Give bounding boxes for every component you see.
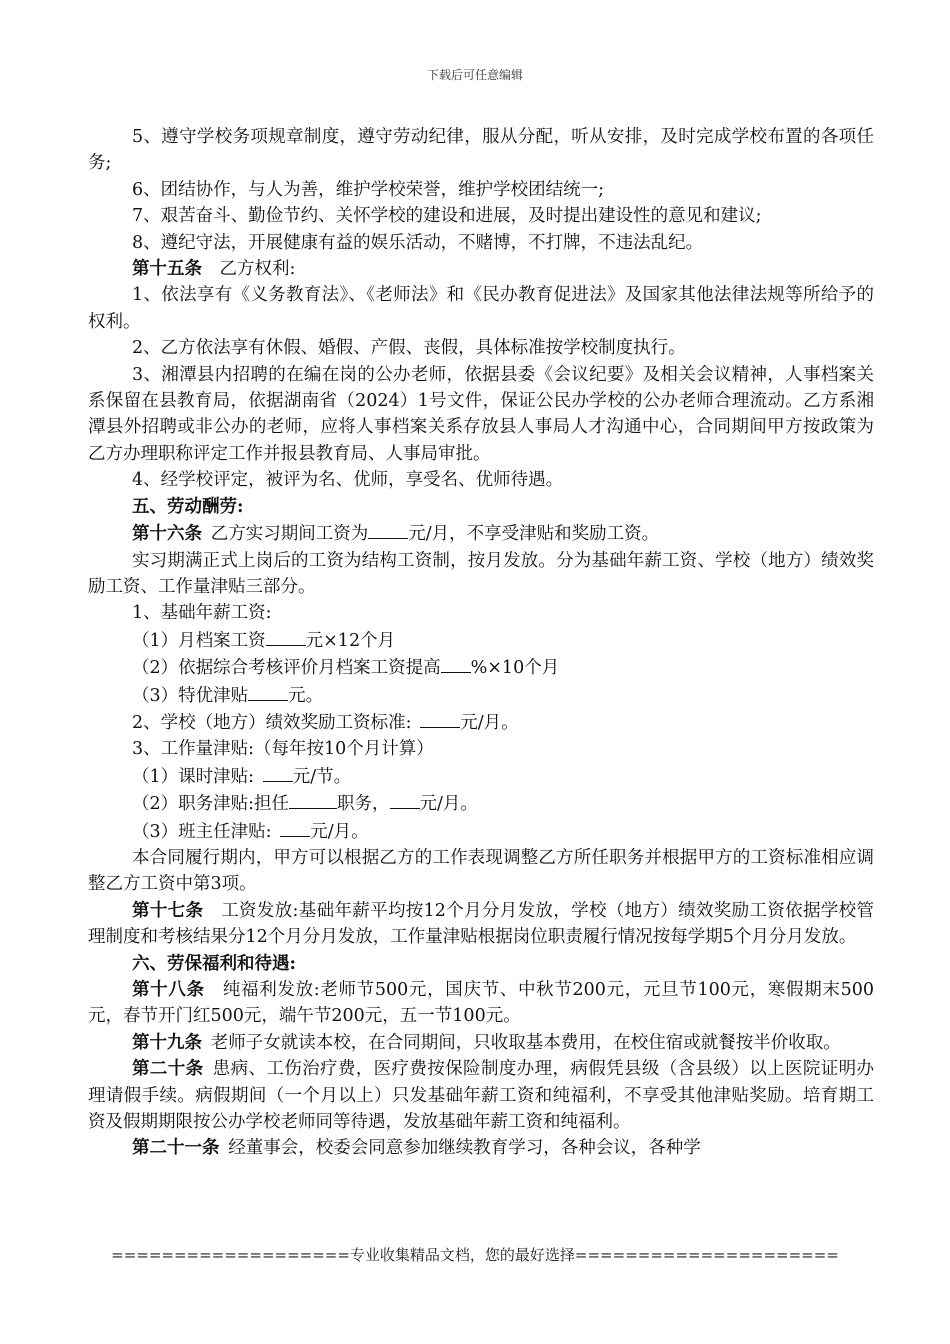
base-item-1-unit: 元×12个月 <box>305 630 396 651</box>
duty-5: 5、遵守学校务项规章制度，遵守劳动纪律，服从分配，听从安排，及时完成学校布置的各项任务; <box>88 127 874 174</box>
base-item-2 <box>88 654 874 681</box>
article-20 <box>88 1056 874 1135</box>
special-allowance-blank[interactable] <box>248 682 288 701</box>
article-20-text: 患病、工伤治疗费，医疗费按保险制度办理，病假凭县级（含县级）以上医院证明办理请假手续。病假期间（一个月以上）只发基础年薪工资和纯福利，不享受其他津贴奖励。培育期工资及假期期限按公办学校老师同等待遇，发放基础年薪工资和纯福利。 <box>88 1059 875 1133</box>
article-16 <box>88 520 874 547</box>
internship-salary-blank[interactable] <box>368 520 408 539</box>
article-16-title: 第十六条 <box>132 524 202 545</box>
workload-item-3 <box>88 818 874 845</box>
article-21-title: 第二十一条 <box>132 1138 220 1159</box>
duty-8: 8、遵纪守法，开展健康有益的娱乐活动，不赌博，不打牌，不违法乱纪。 <box>132 232 704 253</box>
lesson-allowance-blank[interactable] <box>263 763 293 782</box>
position-allowance-blank[interactable] <box>390 790 420 809</box>
article-18-title: 第十八条 <box>132 980 205 1000</box>
article-17-title: 第十七条 <box>132 900 204 921</box>
article-21 <box>88 1135 874 1161</box>
workload-item-1 <box>88 763 874 790</box>
performance-pay <box>88 709 874 736</box>
workload-item-1-label: （1）课时津贴: <box>132 766 255 787</box>
right-2: 2、乙方依法享有休假、婚假、产假、丧假，具体标准按学校制度执行。 <box>132 338 686 359</box>
workload-item-1-unit: 元/节。 <box>292 766 352 787</box>
performance-pay-label: 2、学校（地方）绩效奖励工资标准: <box>132 712 412 733</box>
article-18 <box>88 977 874 1030</box>
article-15-text: 乙方权利: <box>219 259 296 280</box>
section-5-heading: 五、劳动酬劳: <box>132 496 244 517</box>
workload-item-3-unit: 元/月。 <box>310 821 369 842</box>
base-item-3 <box>88 682 874 709</box>
article-20-title: 第二十条 <box>132 1059 204 1080</box>
duty-7: 7、艰苦奋斗、勤俭节约、关怀学校的建设和进展，及时提出建设性的意见和建议; <box>132 206 762 227</box>
base-item-3-label: （3）特优津贴 <box>132 685 249 706</box>
right-4: 4、经学校评定，被评为名、优师，享受名、优师待遇。 <box>132 470 564 491</box>
article-17 <box>88 898 874 951</box>
base-item-2-unit: %×10个月 <box>470 658 560 679</box>
workload-item-3-label: （3）班主任津贴: <box>132 821 272 842</box>
page-header: 下载后可任意编辑 <box>426 68 523 82</box>
article-21-text: 经董事会，校委会同意参加继续教育学习，各种会议，各种学 <box>228 1138 701 1159</box>
raise-percent-blank[interactable] <box>441 654 471 673</box>
workload-item-2-unit: 元/月。 <box>419 794 478 815</box>
article-15 <box>88 256 874 282</box>
article-19-text: 老师子女就读本校，在合同期间，只收取基本费用，在校住宿或就餐按半价收取。 <box>210 1032 841 1053</box>
section-6-heading: 六、劳保福利和待遇: <box>132 953 296 974</box>
article-19 <box>88 1030 874 1056</box>
headteacher-allowance-blank[interactable] <box>280 818 310 837</box>
article-16-pre: 乙方实习期间工资为 <box>210 524 369 545</box>
document-body <box>88 124 874 1162</box>
performance-pay-unit: 元/月。 <box>460 712 519 733</box>
workload-heading: 3、工作量津贴:（每年按10个月计算） <box>132 739 434 760</box>
archive-salary-blank[interactable] <box>266 627 306 646</box>
position-name-blank[interactable] <box>289 790 337 809</box>
base-item-3-unit: 元。 <box>288 685 324 706</box>
base-salary-heading: 1、基础年薪工资: <box>132 603 272 624</box>
base-item-1 <box>88 627 874 654</box>
article-17-text: 工资发放:基础年薪平均按12个月分月发放，学校（地方）绩效奖励工资依据学校管理制度和考核结果分12个月分月发放，工作量津贴根据岗位职责履行情况按每学期5个月分月发放。 <box>88 900 874 948</box>
pay-intro: 实习期满正式上岗后的工资为结构工资制，按月发放。分为基础年薪工资、学校（地方）绩效奖励工资、工作量津贴三部分。 <box>88 550 874 597</box>
workload-item-2-mid: 职务， <box>337 794 390 815</box>
right-3: 3、湘潭县内招聘的在编在岗的公办老师，依据县委《会议纪要》及相关会议精神，人事档案关系保留在县教育局，依据湖南省（2024）1号文件，保证公民办学校的公办老师合理流动。乙方系湘潭县外招聘或非公办的老师，应将人事档案关系存放县人事局人才沟通中心，合同期间甲方按政策为乙方办理职称评定工作并报县教育局、人事局审批。 <box>88 364 874 464</box>
duty-6: 6、团结协作，与人为善，维护学校荣誉，维护学校团结统一; <box>132 179 605 200</box>
right-1: 1、依法享有《义务教育法》、《老师法》和《民办教育促进法》及国家其他法律法规等所给予的权利。 <box>88 285 874 332</box>
performance-pay-blank[interactable] <box>420 709 460 728</box>
article-16-post: 元/月，不享受津贴和奖励工资。 <box>408 524 660 545</box>
adjust-clause: 本合同履行期内，甲方可以根据乙方的工作表现调整乙方所任职务并根据甲方的工资标准相应调整乙方工资中第3项。 <box>88 847 874 895</box>
page-footer: ===================专业收集精品文档，您的最好选择===================== <box>111 1246 839 1264</box>
base-item-1-label: （1）月档案工资 <box>132 630 266 651</box>
workload-item-2-label: （2）职务津贴:担任 <box>132 794 290 815</box>
article-19-title: 第十九条 <box>132 1032 202 1053</box>
article-18-text: 纯福利发放:老师节500元，国庆节、中秋节200元，元旦节100元，寒假期末500元，春节开门红500元，端午节200元，五一节100元。 <box>88 980 874 1027</box>
article-15-title: 第十五条 <box>132 259 202 280</box>
base-item-2-label: （2）依据综合考核评价月档案工资提高 <box>132 658 441 679</box>
workload-item-2 <box>88 790 874 817</box>
